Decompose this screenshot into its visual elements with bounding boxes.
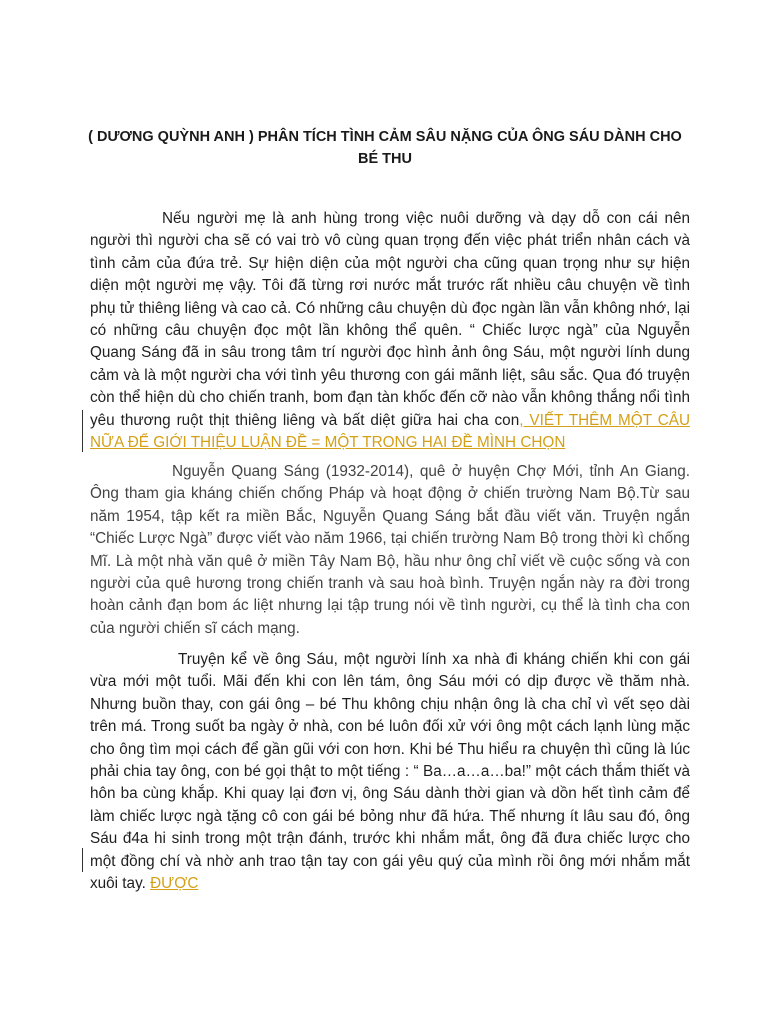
document-title: ( DƯƠNG QUỲNH ANH ) PHÂN TÍCH TÌNH CẢM SÂU NẶNG CỦA ÔNG SÁU DÀNH CHO BÉ THU <box>88 129 682 167</box>
revision-bar <box>82 410 83 452</box>
paragraph-author <box>90 461 690 640</box>
paragraph-author-text: Nguyễn Quang Sáng (1932-2014), quê ở huyện Chợ Mới, tỉnh An Giang. Ông tham gia kháng chiến chống Pháp và hoạt động ở chiến trường Nam Bộ.Từ sau năm 1954, tập kết ra miền Bắc, Nguyễn Quang Sáng bắt đầu viết văn. Truyện ngắn “Chiếc Lược Ngà” được viết vào năm 1966, tại chiến trường Nam Bộ trong thời kì chống Mĩ. Là một nhà văn quê ở miền Tây Nam Bộ, hầu như ông chỉ viết về cuộc sống và con người của quê hương trong chiến tranh và sau hoà bình. Truyện ngắn này ra đời trong hoàn cảnh đạn bom ác liệt nhưng lại tập trung nói về tình người, cụ thể là tình cha con của người chiến sĩ cách mạng. <box>90 463 690 637</box>
paragraph-summary-text: Truyện kể về ông Sáu, một người lính xa nhà đi kháng chiến khi con gái vừa mới một tuổi. Mãi đến khi con lên tám, ông Sáu mới có dịp được về thăm nhà. Nhưng buồn thay, con gái ông – bé Thu không chịu nhận ông là cha chỉ vì vết sẹo dài trên má. Trong suốt ba ngày ở nhà, con bé luôn đối xử với ông một cách lạnh lùng mặc cho ông tìm mọi cách để gần gũi với con hơn. Khi bé Thu hiểu ra chuyện thì cũng là lúc phải chia tay ông, con bé gọi thật to một tiếng : “ Ba…a…a…ba!” một cách thắm thiết và hôn ba cùng khắp. Khi quay lại đơn vị, ông Sáu dành thời gian và dồn hết tình cảm để làm chiếc lược ngà tặng cô con gái bé bỏng như đã hứa. Thế nhưng ít lâu sau đó, ông Sáu đ4a hi sinh trong một trận đánh, trước khi nhắm mắt, ông đã đưa chiếc lược cho một đồng chí và nhờ anh trao tận tay con gái yêu quý của mình rồi ông mới nhắm mắt xuôi tay. <box>90 651 690 893</box>
paragraph-summary <box>90 649 690 895</box>
teacher-comment-intro: , VIẾT THÊM MỘT CÂU NỮA ĐỂ GIỚI THIỆU LUẬN ĐỀ = MỘT TRONG HAI ĐỀ MÌNH CHỌN <box>90 411 690 452</box>
revision-bar <box>82 848 83 872</box>
teacher-comment-summary: ĐƯỢC <box>150 875 199 893</box>
paragraph-intro <box>90 208 690 454</box>
paragraph-intro-text: Nếu người mẹ là anh hùng trong việc nuôi dưỡng và dạy dỗ con cái nên người thì người cha sẽ có vai trò vô cùng quan trọng đến việc phát triển nhân cách và tình cảm của đứa trẻ. Sự hiện diện của một người cha cũng quan trọng như sự hiện diện một người mẹ vậy. Tôi đã từng rơi nước mắt trước rất nhiều câu chuyện về tình phụ tử thiêng liêng và cao cả. Có những câu chuyện dù đọc ngàn lần vẫn không nhớ, lại có những câu chuyện đọc một lần không thể quên. “ Chiếc lược ngà” của Nguyễn Quang Sáng đã in sâu trong tâm trí người đọc hình ảnh ông Sáu, một người lính dung cảm và là một người cha với tình yêu thương con gái mãnh liệt, sâu sắc. Qua đó truyện còn thể hiện dù cho chiến tranh, bom đạn tàn khốc đến cỡ nào vẫn không thắng nổi tình yêu thương ruột thịt thiêng liêng và bất diệt giữa hai cha con <box>90 210 690 429</box>
